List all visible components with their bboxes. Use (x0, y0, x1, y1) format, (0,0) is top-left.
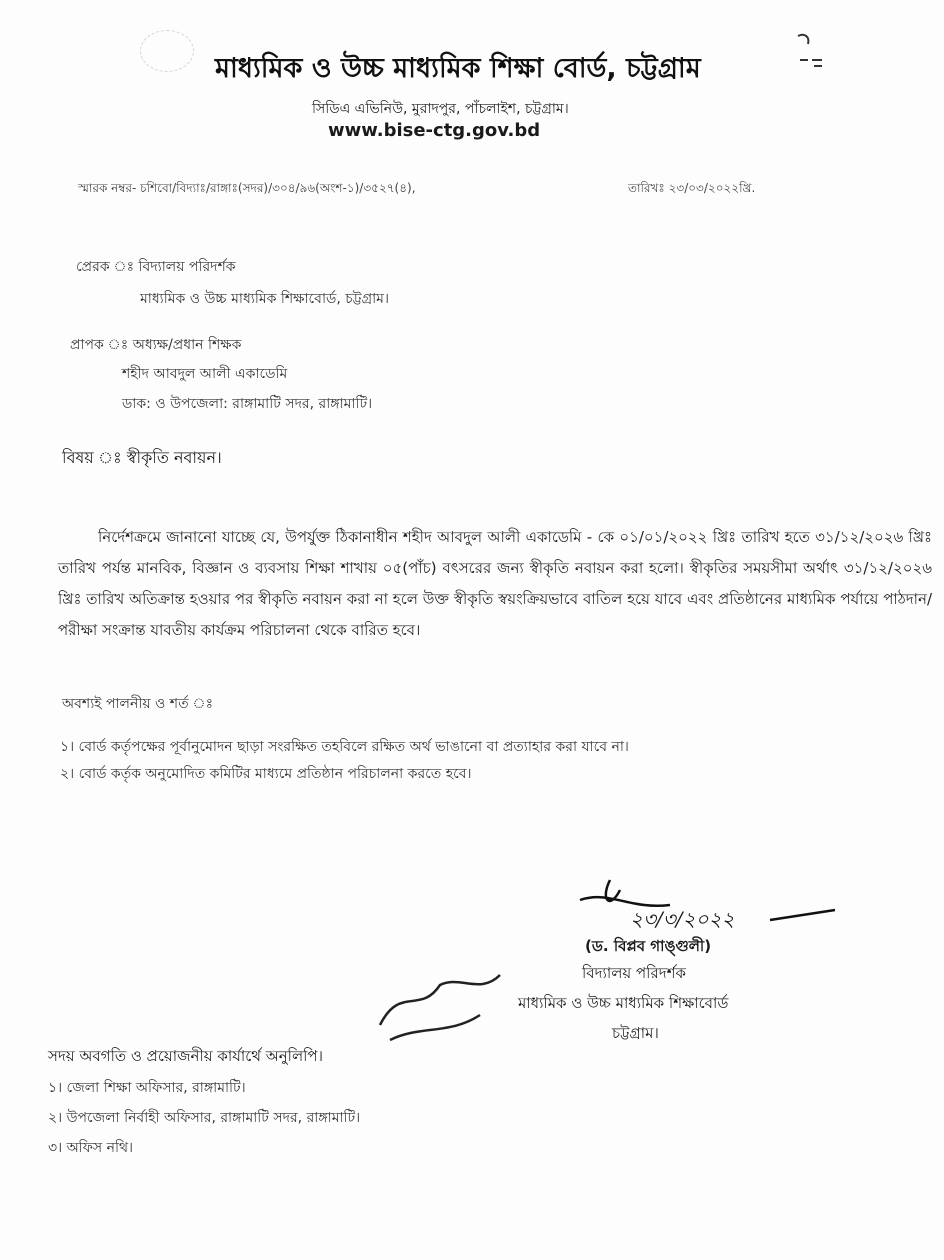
copies-heading: সদয় অবগতি ও প্রয়োজনীয় কার্যার্থে অনুলিপি। (48, 1047, 323, 1065)
board-address: সিডিএ এভিনিউ, মুরাদপুর, পাঁচলাইশ, চট্টগ্রাম। (312, 101, 569, 117)
copy-text: উপজেলা নির্বাহী অফিসার, রাঙ্গামাটি সদর, রাঙ্গামাটি। (66, 1110, 361, 1126)
handwritten-date: ২৩/৩/২০২২ (630, 907, 735, 931)
copy-number: ১। (48, 1080, 63, 1096)
condition-number: ২। (60, 766, 75, 782)
board-website: www.bise-ctg.gov.bd (328, 120, 541, 141)
sender-line2: মাধ্যমিক ও উচ্চ মাধ্যমিক শিক্ষাবোর্ড, চট্টগ্রাম। (140, 291, 389, 307)
recipient-line1: অধ্যক্ষ/প্রধান শিক্ষক (132, 337, 242, 353)
copy-number: ২। (48, 1110, 63, 1126)
conditions-heading: অবশ্যই পালনীয় ও শর্ত ঃ (62, 696, 214, 712)
condition-item (60, 735, 629, 759)
signatory-designation: বিদ্যালয় পরিদর্শক (582, 964, 686, 982)
copy-item (48, 1106, 360, 1130)
condition-number: ১। (60, 739, 75, 755)
sender-label: প্রেরক ঃ (76, 259, 135, 275)
recipient-label: প্রাপক ঃ (70, 337, 129, 353)
bangladesh-emblem-icon (790, 30, 838, 78)
memo-number: স্মারক নম্বর- চশিবো/বিদ্যাঃ/রাঙ্গাঃ(সদর)/৩০৪/৯৬(অংশ-১)/৩৫২৭(৪), (78, 181, 416, 195)
sender-line1: বিদ্যালয় পরিদর্শক (138, 259, 236, 275)
recipient-line2: শহীদ আবদুল আলী একাডেমি (122, 366, 288, 382)
condition-text: বোর্ড কর্তৃক অনুমোদিত কমিটির মাধ্যমে প্রতিষ্ঠান পরিচালনা করতে হবে। (78, 766, 472, 782)
board-title: মাধ্যমিক ও উচ্চ মাধ্যমিক শিক্ষা বোর্ড, চট্টগ্রাম (215, 53, 701, 84)
memo-date: তারিখঃ ২৩/০৩/২০২২খ্রি. (628, 181, 756, 195)
handwritten-initials (370, 965, 510, 1045)
copy-text: জেলা শিক্ষা অফিসার, রাঙ্গামাটি। (66, 1080, 246, 1096)
copy-number: ৩। (48, 1140, 63, 1156)
signatory-office: মাধ্যমিক ও উচ্চ মাধ্যমিক শিক্ষাবোর্ড (518, 994, 729, 1012)
subject-text: স্বীকৃতি নবায়ন। (126, 448, 222, 467)
subject-label: বিষয় ঃ (62, 448, 122, 467)
copy-item (48, 1076, 246, 1100)
board-logo-icon (140, 30, 194, 72)
recipient-line3: ডাক: ও উপজেলা: রাঙ্গামাটি সদর, রাঙ্গামাটি। (122, 396, 373, 412)
signatory-city: চট্টগ্রাম। (612, 1024, 659, 1042)
condition-text: বোর্ড কর্তৃপক্ষের পূর্বানুমোদন ছাড়া সংরক্ষিত তহবিলে রক্ষিত অর্থ ভাঙানো বা প্রত্যাহার করা যাবে না। (78, 739, 629, 755)
signatory-name: (ড. বিপ্লব গাঙ্গুলী) (585, 937, 712, 955)
letter-body: নির্দেশক্রমে জানানো যাচ্ছে যে, উপর্যুক্ত ঠিকানাধীন শহীদ আবদুল আলী একাডেমি - কে ০১/০১/২০২২ খ্রিঃ তারিখ হতে ৩১/১২/২০২৬ খ্রিঃ তারিখ পর্যন্ত মানবিক, বিজ্ঞান ও ব্যবসায় শিক্ষা শাখায় ০৫(পাঁচ) বৎসরের জন্য স্বীকৃতি নবায়ন করা হলো। স্বীকৃতির সময়সীমা অর্থাৎ ৩১/১২/২০২৬ খ্রিঃ তারিখ অতিক্রান্ত হওয়ার পর স্বীকৃতি নবায়ন করা না হলে উক্ত স্বীকৃতি স্বয়ংক্রিয়ভাবে বাতিল হয়ে যাবে এবং প্রতিষ্ঠানের মাধ্যমিক পর্যায়ে পাঠদান/পরীক্ষা সংক্রান্ত যাবতীয় কার্যক্রম পরিচালনা থেকে বারিত হবে। (58, 528, 933, 639)
condition-item (60, 762, 472, 786)
copy-item (48, 1136, 133, 1160)
copy-text: অফিস নথি। (66, 1140, 134, 1156)
